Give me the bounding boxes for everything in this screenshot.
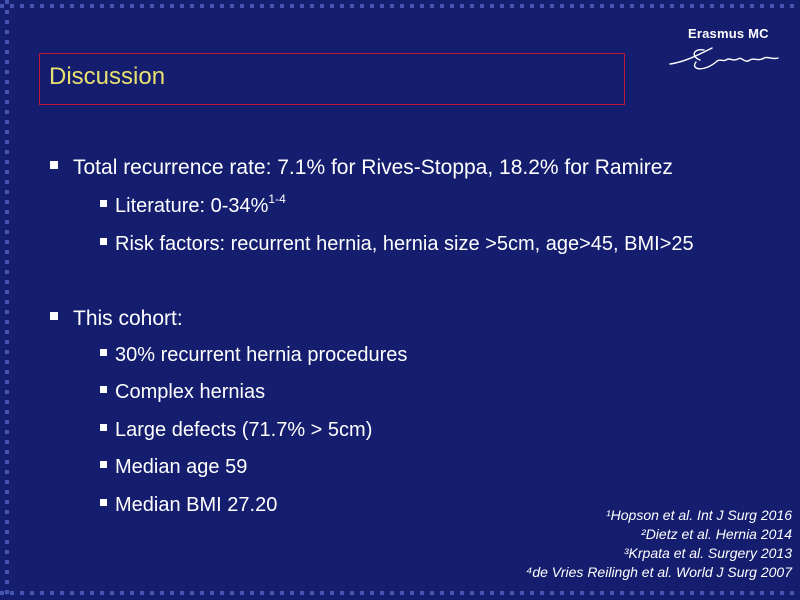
square-bullet-icon (100, 349, 107, 356)
square-bullet-icon (100, 200, 107, 207)
square-bullet-icon (100, 499, 107, 506)
sub-bullet-median-age: Median age 59 (100, 456, 247, 479)
square-bullet-icon (100, 424, 107, 431)
erasmus-mc-logo (660, 24, 790, 76)
square-bullet-icon (50, 161, 58, 169)
reference-item: ²Dietz et al. Hernia 2014 (641, 526, 792, 542)
references (526, 506, 792, 582)
sub-bullet-literature: Literature: 0-34%$^{1-4}$ (100, 195, 286, 218)
square-bullet-icon (100, 386, 107, 393)
reference-item: ³Krpata et al. Surgery 2013 (623, 545, 792, 561)
dotted-border-left (5, 0, 9, 600)
sub-bullet-complex-hernias: Complex hernias (100, 381, 265, 404)
bullet-cohort: This cohort: (50, 307, 183, 331)
sub-bullet-recurrent-procedures: 30% recurrent hernia procedures (100, 344, 407, 367)
reference-item: ⁴de Vries Reilingh et al. World J Surg 2007 (526, 564, 792, 580)
sub-bullet-risk-factors: Risk factors: recurrent hernia, hernia size >5cm, age>45, BMI>25 (100, 233, 694, 256)
square-bullet-icon (50, 312, 58, 320)
dotted-border-top (0, 4, 800, 8)
reference-item: ¹Hopson et al. Int J Surg 2016 (606, 507, 792, 523)
logo-text: Erasmus MC (688, 26, 769, 41)
sub-bullet-median-bmi: Median BMI 27.20 (100, 494, 277, 517)
slide-title: Discussion (49, 63, 166, 90)
bullet-recurrence: Total recurrence rate: 7.1% for Rives-Stoppa, 18.2% for Ramirez (50, 156, 673, 180)
title-box (39, 53, 625, 105)
superscript: 1-4 (268, 192, 286, 206)
signature-icon (660, 40, 790, 76)
square-bullet-icon (100, 238, 107, 245)
square-bullet-icon (100, 461, 107, 468)
dotted-border-bottom (0, 591, 800, 595)
sub-bullet-large-defects: Large defects (71.7% > 5cm) (100, 419, 372, 442)
